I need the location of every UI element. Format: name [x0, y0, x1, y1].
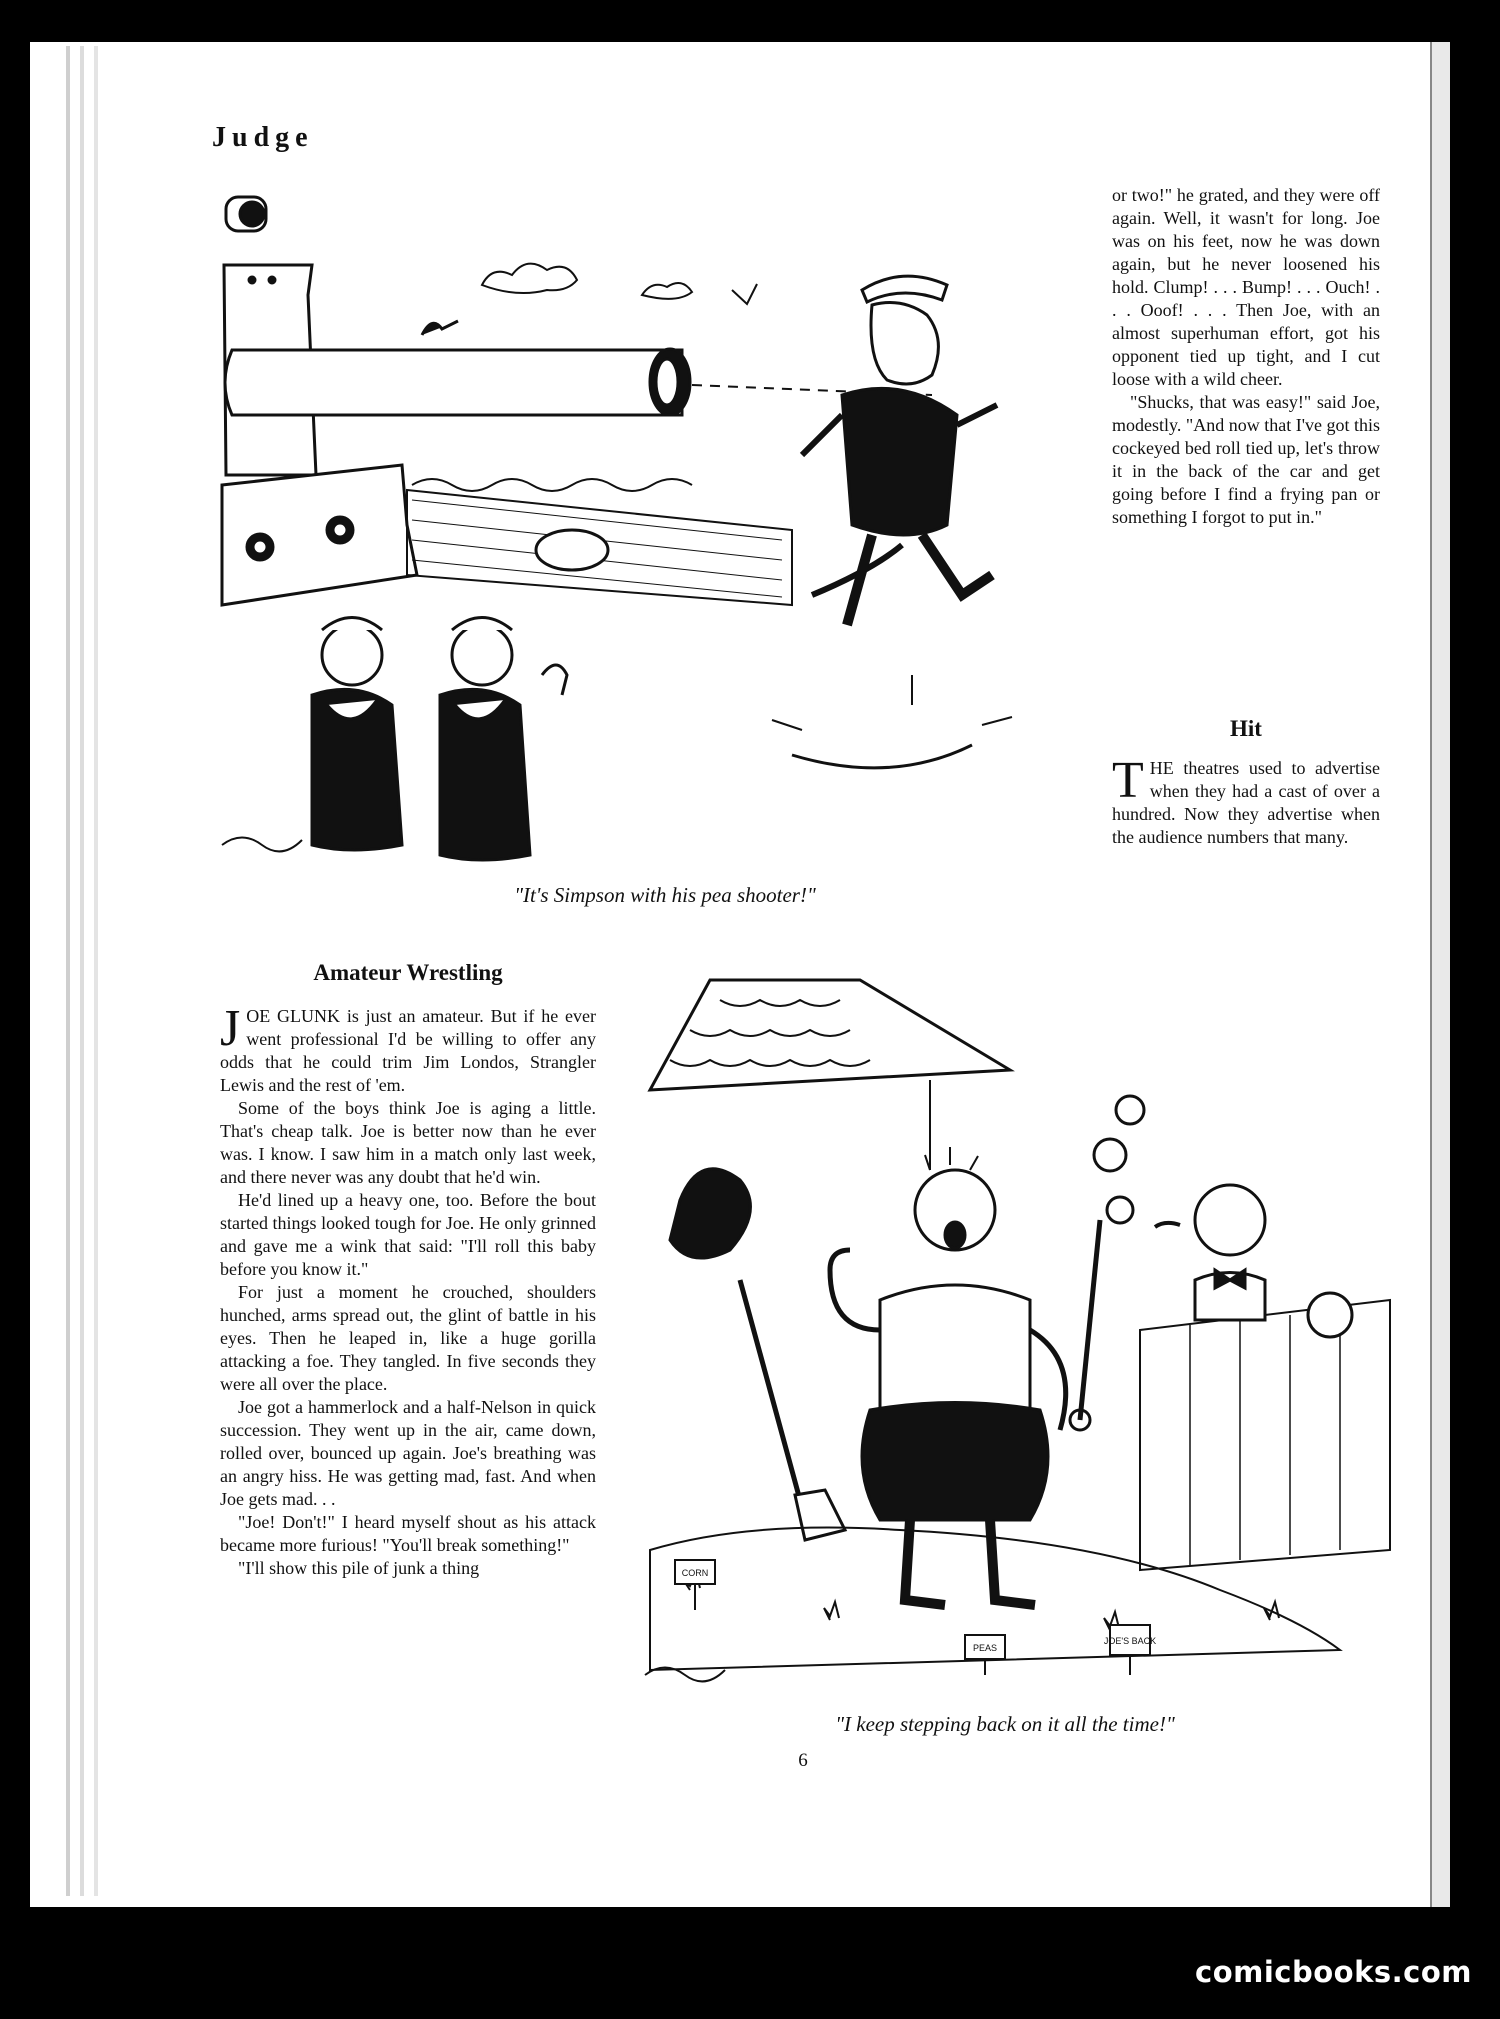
- paragraph: For just a moment he crouched, shoulders hunched, arms spread out, the glint of battle in his eyes. Then he leaped in, like a huge gorilla attacking a foe. They tangled. In five seconds they were all over the place.: [220, 1282, 596, 1394]
- hit-text: [1112, 752, 1380, 849]
- sign-peas: PEAS: [972, 1643, 998, 1653]
- paragraph: OE GLUNK is just an amateur. But if he ever went professional I'd be willing to offer any odds that he could trim Jim Londos, Strangler Lewis and the rest of 'em.: [220, 1006, 596, 1095]
- paragraph: Joe got a hammerlock and a half-Nelson in quick succession. They went up in the air, came down, rolled over, bounced up again. Joe's breathing was an angry hiss. He was getting mad, fast. And when Joe gets mad. . .: [220, 1397, 596, 1509]
- paragraph: "Joe! Don't!" I heard myself shout as his attack became more furious! "You'll break something!": [220, 1512, 596, 1555]
- paragraph: "I'll show this pile of junk a thing: [238, 1558, 480, 1578]
- page-edge: [66, 46, 70, 1896]
- paragraph: HE theatres used to advertise when they had a cast of over a hundred. Now they advertise when the audience numbers that many.: [1112, 758, 1380, 847]
- next-page-edge: [1430, 42, 1450, 1907]
- hit-heading: Hit: [1230, 716, 1262, 741]
- battleship-cartoon: [212, 185, 1092, 885]
- cartoon-caption-2: "I keep stepping back on it all the time!": [835, 1712, 1175, 1736]
- sign-joes-back: JOE'S BACK: [1103, 1636, 1157, 1646]
- dropcap: J: [220, 1000, 241, 1057]
- page-edge: [80, 46, 84, 1896]
- cartoon-caption-1: "It's Simpson with his pea shooter!": [514, 883, 816, 907]
- sign-corn: CORN: [681, 1568, 709, 1578]
- article-text-column: [220, 1000, 596, 1580]
- paragraph: Some of the boys think Joe is aging a little. That's cheap talk. Joe is better now than he ever was. I know. I saw him in a match only last week, and there never was any doubt that he'd win.: [220, 1098, 596, 1187]
- watermark: comicbooks.com: [1195, 1955, 1472, 1989]
- paragraph: He'd lined up a heavy one, too. Before the bout started things looked tough for Joe. He only grinned and gave me a wink that said: "I'll roll this baby before you know it.": [220, 1190, 596, 1279]
- magazine-name: Judge: [212, 122, 314, 153]
- article-heading: Amateur Wrestling: [313, 960, 503, 985]
- paragraph: "Shucks, that was easy!" said Joe, modestly. "And now that I've got this cockeyed bed roll tied up, let's throw it in the back of the car and get going before I find a frying pan or something I forgot to put in.": [1112, 392, 1380, 527]
- dropcap: T: [1112, 752, 1144, 809]
- garden-cartoon: [630, 970, 1410, 1700]
- page-edge: [94, 46, 98, 1896]
- paragraph: or two!" he grated, and they were off again. Well, it wasn't for long. Joe was on his feet, now he was down again, but he never loosened his hold. Clump! . . . Bump! . . . Ouch! . . . Ooof! . . . Then Joe, with an almost superhuman effort, got his opponent tied up tight, and I cut loose with a wild cheer.: [1112, 185, 1380, 389]
- continued-text-column: [1112, 184, 1380, 529]
- page-number: 6: [798, 1750, 808, 1771]
